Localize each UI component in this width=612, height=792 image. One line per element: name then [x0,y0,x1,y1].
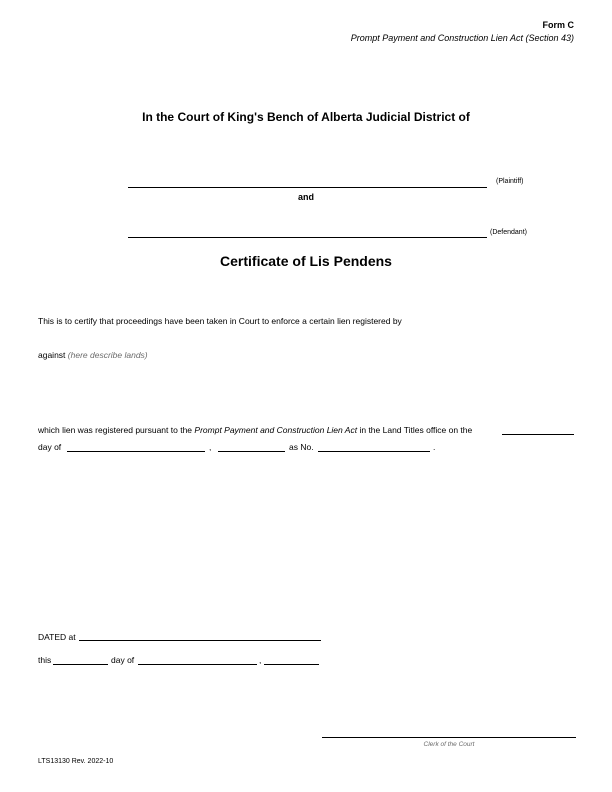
against-row [38,350,148,360]
act-reference: Prompt Payment and Construction Lien Act (Section 43) [350,33,574,43]
as-no-label: as No. [289,442,314,452]
form-code: LTS13130 Rev. 2022-10 [38,758,114,765]
defendant-label: (Defendant) [490,229,527,236]
registration-month-line[interactable] [67,451,205,452]
day-of-comma: , [209,442,212,452]
registered-prefix: which lien was registered pursuant to the [38,425,193,435]
this-label: this [38,655,52,665]
against-hint: (here describe lands) [67,350,148,360]
dated-year-line[interactable] [264,664,319,665]
dated-at-line[interactable] [79,640,321,641]
registration-number-line[interactable] [318,451,430,452]
clerk-label: Clerk of the Court [423,741,475,748]
dated-day-of-label: day of [111,655,135,665]
registered-act: Prompt Payment and Construction Lien Act [194,425,358,435]
certify-text: This is to certify that proceedings have been taken in Court to enforce a certain lien registered by [38,316,402,326]
registration-date-line[interactable] [502,434,574,435]
plaintiff-label: (Plaintiff) [496,178,524,185]
registered-suffix: in the Land Titles office on the [359,425,473,435]
clerk-signature-line[interactable] [322,737,576,738]
and-label: and [297,192,314,202]
dated-day-line[interactable] [53,664,108,665]
court-heading: In the Court of King's Bench of Alberta Judicial District of [142,110,470,124]
registered-text [38,425,472,435]
defendant-name-line[interactable] [128,237,487,238]
day-of-label: day of [38,442,62,452]
registration-year-line[interactable] [218,451,285,452]
against-label: against [38,350,66,360]
plaintiff-name-line[interactable] [128,187,487,188]
dated-at-label: DATED at [38,632,76,642]
dated-comma: , [259,655,262,665]
registration-period: . [433,442,436,452]
form-label: Form C [542,20,574,30]
dated-month-line[interactable] [138,664,257,665]
document-title: Certificate of Lis Pendens [220,253,392,269]
